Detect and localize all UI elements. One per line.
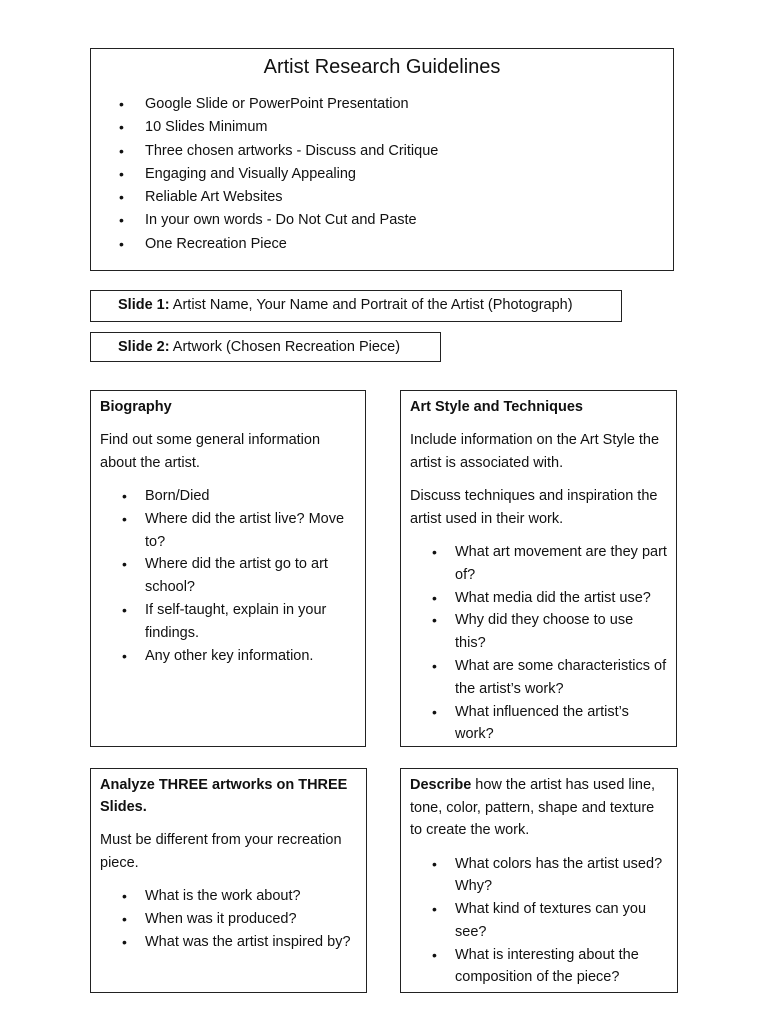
guideline-item: • Reliable Art Websites: [91, 186, 673, 209]
describe-list: [410, 853, 668, 990]
slide-1-box: [90, 290, 622, 322]
guideline-item: • Google Slide or PowerPoint Presentation: [91, 93, 673, 116]
biography-list: [100, 485, 356, 667]
biography-box: [90, 390, 366, 747]
describe-item: • What colors has the artist used? Why?: [410, 853, 668, 899]
describe-item: • What is interesting about the composition of the piece?: [410, 944, 668, 990]
biography-item: • Where did the artist live? Move to?: [100, 508, 356, 554]
guidelines-list: [91, 93, 673, 256]
analyze-box: [90, 768, 367, 993]
art-style-item: • What are some characteristics of the artist’s work?: [410, 655, 667, 701]
guideline-item: • In your own words - Do Not Cut and Paste: [91, 209, 673, 232]
art-style-intro: Include information on the Art Style the artist is associated with.: [410, 432, 660, 471]
analyze-list: [100, 885, 357, 953]
analyze-heading: Analyze THREE artworks on THREE Slides.: [100, 777, 348, 815]
art-style-heading: Art Style and Techniques: [410, 399, 583, 415]
art-style-list: [410, 541, 667, 746]
slide-1-text: Artist Name, Your Name and Portrait of the Artist (Photograph): [169, 297, 573, 313]
art-style-item: • What influenced the artist’s work?: [410, 701, 667, 747]
biography-intro: Find out some general information about the artist.: [100, 432, 321, 471]
analyze-item: • What was the artist inspired by?: [100, 931, 357, 954]
describe-intro: [410, 774, 668, 842]
analyze-item: • When was it produced?: [100, 908, 357, 931]
describe-intro-text: how the artist has used line, tone, color, pattern, shape and texture to create the work.: [410, 777, 656, 838]
art-style-box: [400, 390, 677, 747]
guidelines-box: [90, 48, 674, 271]
biography-item: • If self-taught, explain in your findings.: [100, 599, 356, 645]
art-style-item: • What media did the artist use?: [410, 587, 667, 610]
describe-bold: Describe: [410, 777, 472, 793]
biography-item: • Born/Died: [100, 485, 356, 508]
analyze-intro: Must be different from your recreation piece.: [100, 832, 342, 871]
document-title: Artist Research Guidelines: [263, 56, 501, 78]
analyze-item: • What is the work about?: [100, 885, 357, 908]
describe-item: • What kind of textures can you see?: [410, 898, 668, 944]
guideline-item: • One Recreation Piece: [91, 233, 673, 256]
slide-2-label: Slide 2:: [118, 339, 170, 355]
art-style-item: • What art movement are they part of?: [410, 541, 667, 587]
describe-box: [400, 768, 678, 993]
slide-2-box: [90, 332, 441, 362]
slide-1-label: Slide 1:: [118, 297, 170, 313]
art-style-item: • Why did they choose to use this?: [410, 609, 667, 655]
biography-item: • Where did the artist go to art school?: [100, 553, 356, 599]
guideline-item: • 10 Slides Minimum: [91, 116, 673, 139]
art-style-intro: Discuss techniques and inspiration the artist used in their work.: [410, 488, 658, 527]
guideline-item: • Engaging and Visually Appealing: [91, 163, 673, 186]
biography-item: • Any other key information.: [100, 645, 356, 668]
biography-heading: Biography: [100, 399, 172, 415]
guideline-item: • Three chosen artworks - Discuss and Critique: [91, 140, 673, 163]
slide-2-text: Artwork (Chosen Recreation Piece): [169, 339, 401, 355]
